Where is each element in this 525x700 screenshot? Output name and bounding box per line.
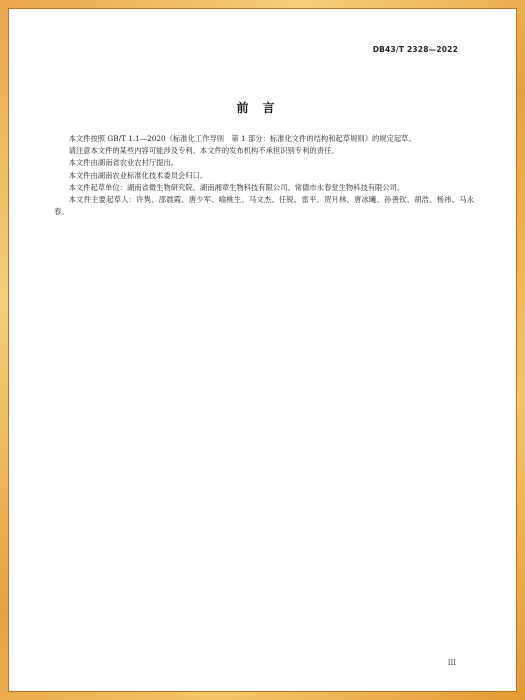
page-number: III xyxy=(447,659,456,667)
paragraph-drafting-basis: 本文件按照 GB/T 1.1—2020《标准化工作导则 第 1 部分：标准化文件的结构和起草规则》的规定起草。 xyxy=(68,134,416,143)
paragraph-drafters: 本文件主要起草人：许隽、邵晨霞、唐少军、喻桃生、马文杰、任锐、雷平、贺月林、唐冰曦、孙善钦、胡浩、杨祎、马永春。 xyxy=(54,195,474,217)
paragraph-patent-notice: 请注意本文件的某些内容可能涉及专利。本文件的发布机构不承担识别专利的责任。 xyxy=(68,146,339,156)
document-body xyxy=(54,133,474,218)
document-page xyxy=(8,8,517,692)
document-code: DB43/T 2328—2022 xyxy=(372,45,458,54)
paragraph-under-jurisdiction: 本文件由湖南农业标准化技术委员会归口。 xyxy=(68,170,208,180)
paragraph-drafting-units: 本文件起草单位：湖南省微生物研究院、湖南湘章生物科技有限公司、常德市永春堂生物科技有限公司。 xyxy=(68,182,405,192)
page-title: 前言 xyxy=(236,101,289,115)
paragraph-proposed-by: 本文件由湖南省农业农村厅提出。 xyxy=(68,158,179,168)
